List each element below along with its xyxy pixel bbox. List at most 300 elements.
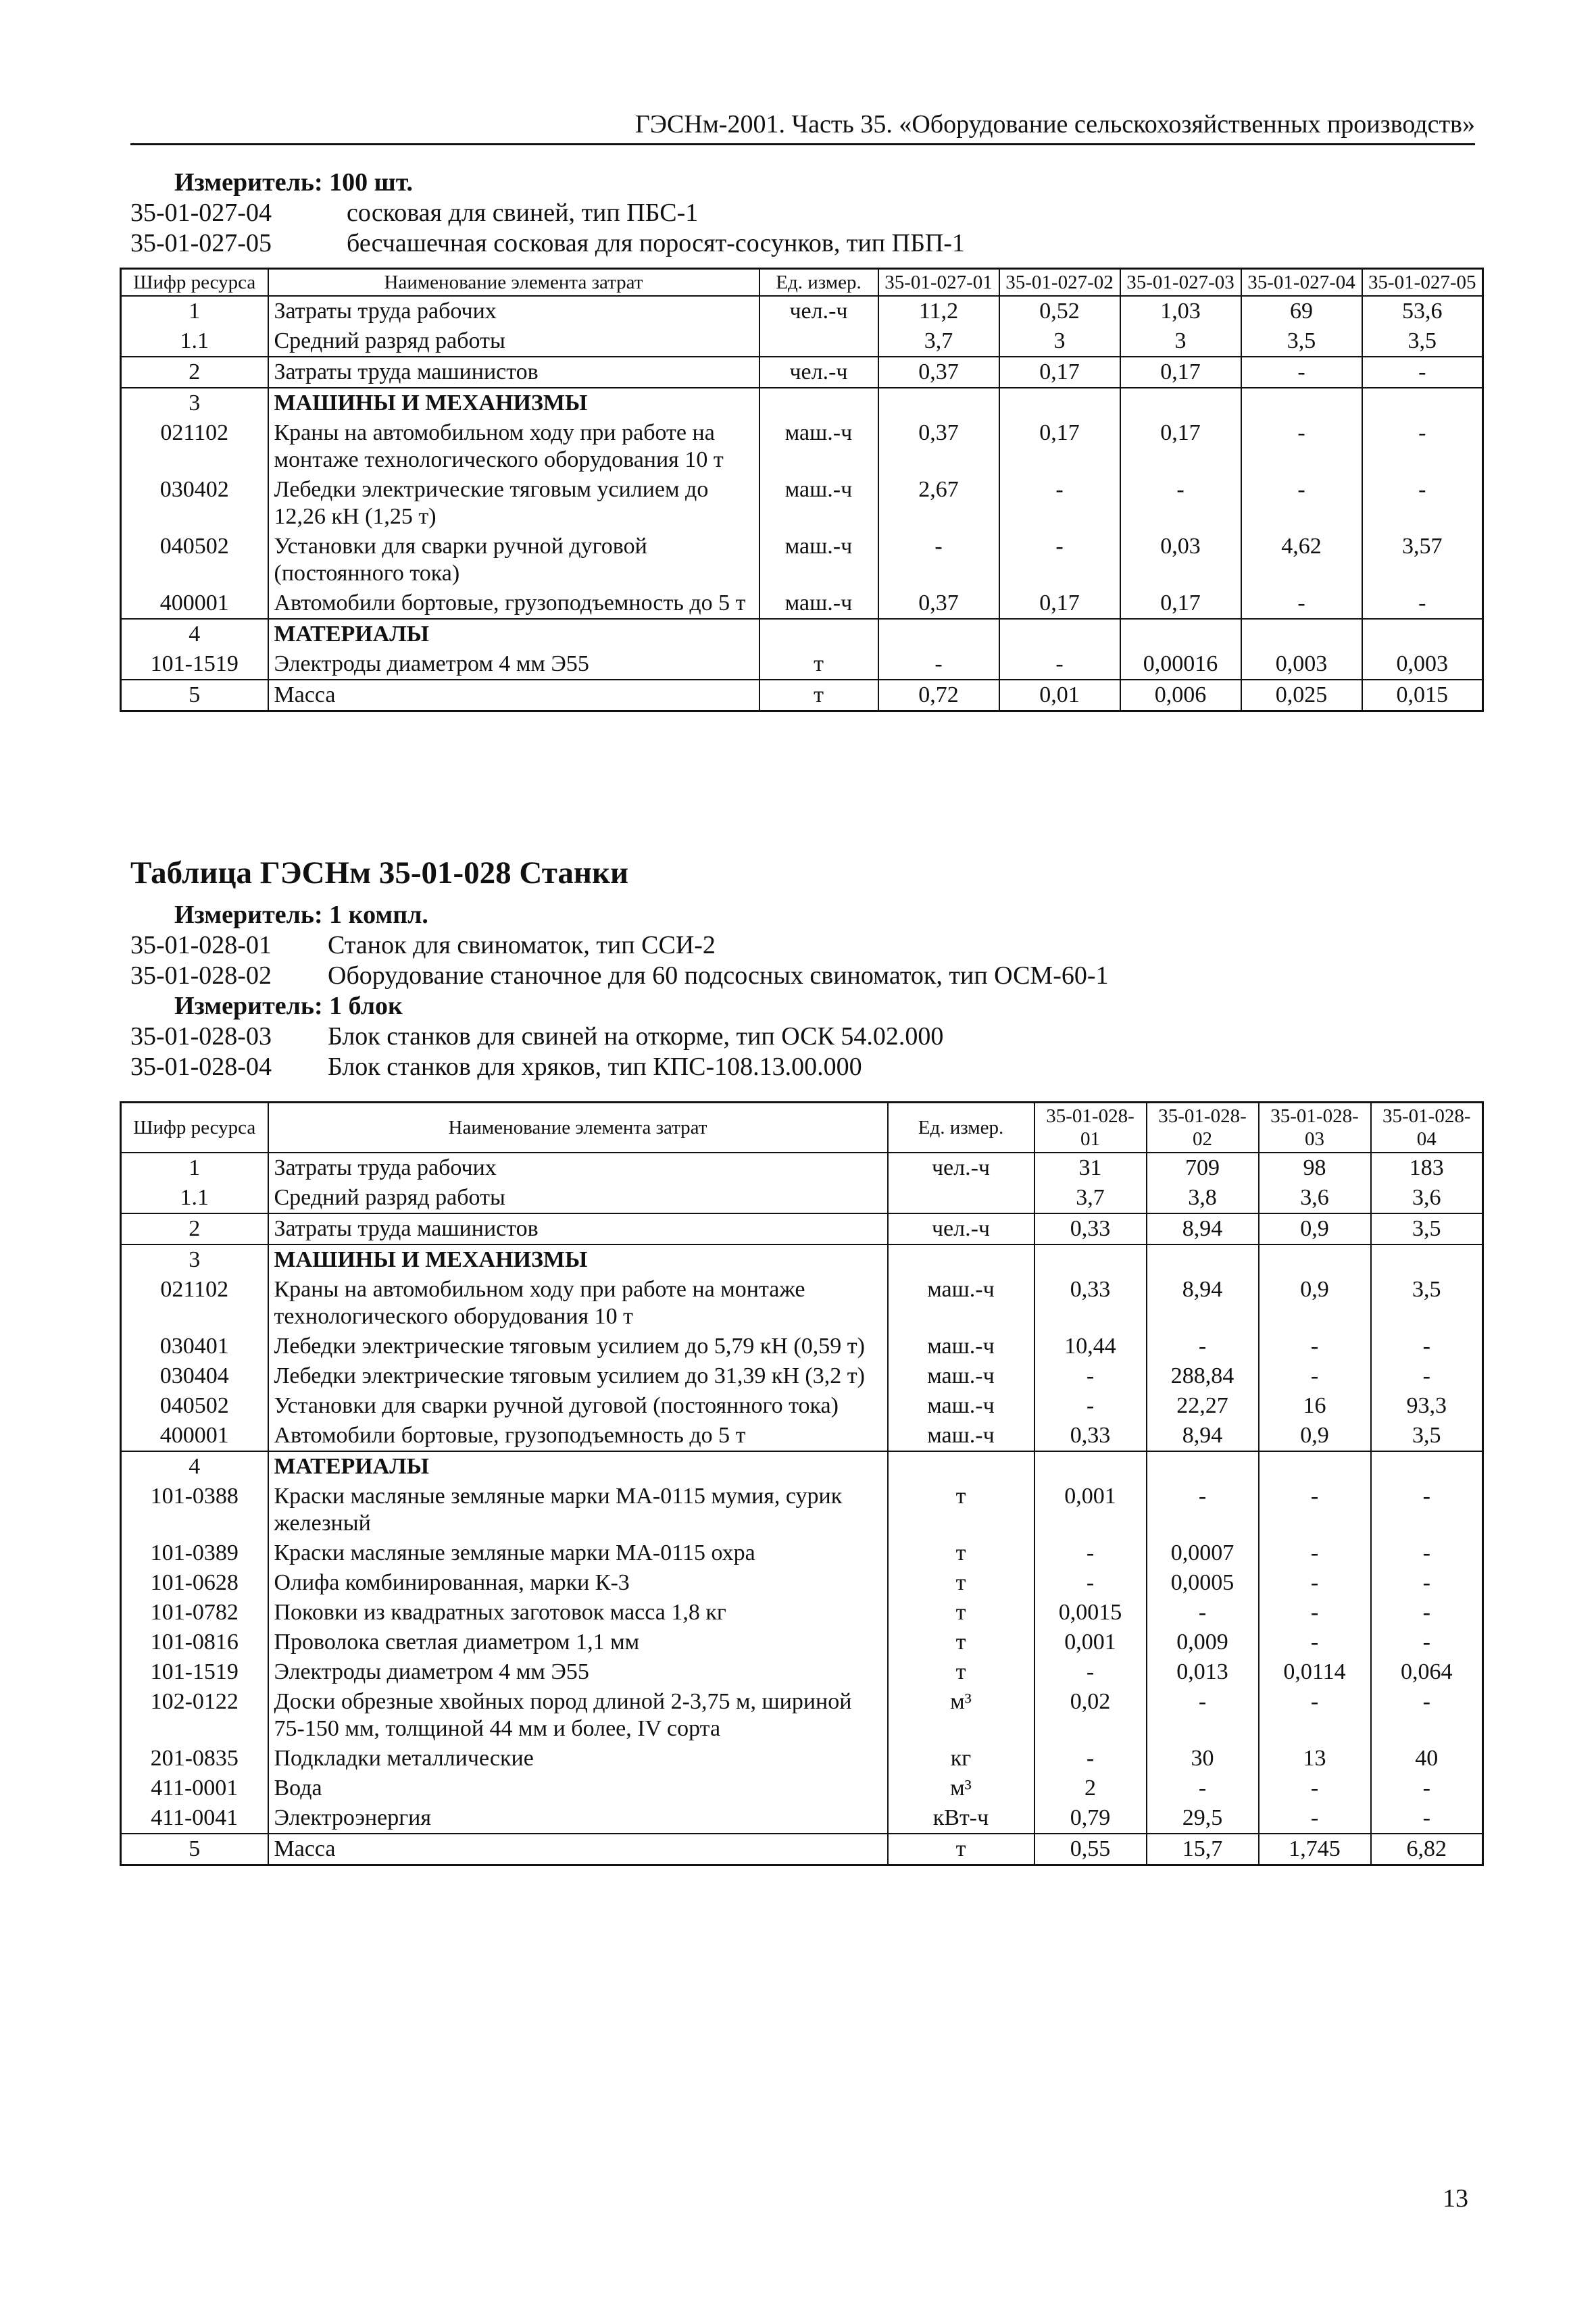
table2-line-1 — [130, 930, 1482, 961]
cell-name: Вода — [268, 1774, 888, 1803]
table1-measure: Измеритель: 100 шт. — [174, 168, 414, 197]
cell-code: 101-0628 — [121, 1568, 268, 1598]
cell-value: 3 — [999, 326, 1120, 357]
cell-value: - — [1241, 418, 1362, 475]
table1-line-2 — [130, 228, 1482, 259]
cell-unit: маш.-ч — [888, 1275, 1034, 1332]
table-row — [121, 649, 1483, 680]
cell-name: Поковки из квадратных заготовок масса 1,8 кг — [268, 1598, 888, 1628]
cell-unit — [759, 388, 878, 418]
cell-value: - — [1034, 1538, 1147, 1568]
cell-name: Лебедки электрические тяговым усилием до 31,39 кН (3,2 т) — [268, 1361, 888, 1391]
cell-name: Затраты труда машинистов — [268, 357, 759, 388]
col-value-header: 35-01-027-02 — [999, 269, 1120, 297]
cell-value: 3,5 — [1371, 1275, 1483, 1332]
cell-unit: т — [888, 1482, 1034, 1538]
cell-value: 0,37 — [878, 357, 999, 388]
cell-value: - — [1259, 1687, 1371, 1744]
cell-value: 3,7 — [878, 326, 999, 357]
cell-code: 400001 — [121, 588, 268, 619]
table-row — [121, 1213, 1483, 1244]
cell-value: - — [999, 532, 1120, 588]
cell-unit: м³ — [888, 1687, 1034, 1744]
cell-value: - — [1034, 1568, 1147, 1598]
cell-value: 183 — [1371, 1153, 1483, 1183]
cell-code: 021102 — [121, 418, 268, 475]
cell-value: 3,6 — [1259, 1183, 1371, 1213]
line-text: Станок для свиноматок, тип ССИ-2 — [328, 931, 716, 959]
cell-value: - — [1362, 475, 1483, 532]
cell-value: 0,79 — [1034, 1803, 1147, 1834]
cell-unit: т — [888, 1598, 1034, 1628]
cell-value: 0,01 — [999, 680, 1120, 711]
cell-value: 0,37 — [878, 588, 999, 619]
cell-value: 13 — [1259, 1744, 1371, 1774]
cell-value: - — [1371, 1687, 1483, 1744]
col-value-header: 35-01-027-01 — [878, 269, 999, 297]
table-row — [121, 1628, 1483, 1657]
cell-value: - — [1034, 1657, 1147, 1687]
cell-name: МАШИНЫ И МЕХАНИЗМЫ — [268, 388, 759, 418]
col-unit-header: Ед. измер. — [888, 1103, 1034, 1153]
table-row — [121, 1774, 1483, 1803]
table-row — [121, 357, 1483, 388]
cell-value — [1147, 1451, 1259, 1482]
cell-value: 6,82 — [1371, 1834, 1483, 1865]
cell-value — [1034, 1244, 1147, 1275]
line-text: сосковая для свиней, тип ПБС-1 — [347, 199, 699, 227]
line-code: 35-01-027-05 — [130, 229, 272, 257]
cell-value: - — [1120, 475, 1241, 532]
cell-name: Установки для сварки ручной дуговой (постоянного тока) — [268, 1391, 888, 1421]
cell-value: 29,5 — [1147, 1803, 1259, 1834]
cell-value — [1259, 1451, 1371, 1482]
col-code-header: Шифр ресурса — [121, 1103, 268, 1153]
cell-unit: маш.-ч — [759, 475, 878, 532]
cell-value: - — [1147, 1332, 1259, 1361]
cell-value: 0,9 — [1259, 1421, 1371, 1451]
cell-value: - — [1241, 588, 1362, 619]
table1-preamble — [130, 168, 1482, 259]
cell-value: 0,001 — [1034, 1628, 1147, 1657]
table-row — [121, 475, 1483, 532]
cell-value: 0,013 — [1147, 1657, 1259, 1687]
cell-value — [1362, 619, 1483, 649]
cell-value — [1371, 1244, 1483, 1275]
table2 — [120, 1101, 1484, 1866]
cell-value: - — [1371, 1482, 1483, 1538]
cell-value: - — [1147, 1687, 1259, 1744]
cell-unit: маш.-ч — [888, 1332, 1034, 1361]
cell-code: 201-0835 — [121, 1744, 268, 1774]
cell-value: 11,2 — [878, 296, 999, 326]
cell-value: 3,5 — [1241, 326, 1362, 357]
table-row — [121, 532, 1483, 588]
table2-measure-1: Измеритель: 1 компл. — [174, 901, 428, 929]
cell-value: 0,0005 — [1147, 1568, 1259, 1598]
table-row — [121, 680, 1483, 711]
cell-value: 93,3 — [1371, 1391, 1483, 1421]
cell-value: - — [878, 532, 999, 588]
cell-value: 0,52 — [999, 296, 1120, 326]
col-value-header: 35-01-028-04 — [1371, 1103, 1483, 1153]
cell-value: - — [1371, 1803, 1483, 1834]
cell-code: 2 — [121, 357, 268, 388]
cell-name: Проволока светлая диаметром 1,1 мм — [268, 1628, 888, 1657]
cell-unit: т — [888, 1538, 1034, 1568]
cell-value: 3,7 — [1034, 1183, 1147, 1213]
cell-value: - — [1034, 1744, 1147, 1774]
table-row — [121, 1598, 1483, 1628]
cell-name: МАТЕРИАЛЫ — [268, 619, 759, 649]
cell-unit — [888, 1451, 1034, 1482]
cell-name: Средний разряд работы — [268, 1183, 888, 1213]
cell-name: Краны на автомобильном ходу при работе на монтаже технологического оборудования 10 т — [268, 1275, 888, 1332]
cell-code: 2 — [121, 1213, 268, 1244]
table-row — [121, 418, 1483, 475]
table-row — [121, 296, 1483, 326]
cell-value: 98 — [1259, 1153, 1371, 1183]
cell-unit — [759, 326, 878, 357]
cell-value: 0,0114 — [1259, 1657, 1371, 1687]
cell-name: Лебедки электрические тяговым усилием до 12,26 кН (1,25 т) — [268, 475, 759, 532]
cell-code: 4 — [121, 1451, 268, 1482]
table2-preamble — [130, 900, 1482, 1082]
cell-value: 1,03 — [1120, 296, 1241, 326]
cell-unit: чел.-ч — [888, 1213, 1034, 1244]
cell-code: 101-1519 — [121, 1657, 268, 1687]
cell-code: 3 — [121, 1244, 268, 1275]
cell-code: 101-0389 — [121, 1538, 268, 1568]
cell-value: 8,94 — [1147, 1213, 1259, 1244]
cell-code: 5 — [121, 680, 268, 711]
cell-value: - — [1259, 1774, 1371, 1803]
cell-name: Доски обрезные хвойных пород длиной 2-3,75 м, шириной 75-150 мм, толщиной 44 мм и более, IV сорта — [268, 1687, 888, 1744]
cell-name: Автомобили бортовые, грузоподъемность до 5 т — [268, 588, 759, 619]
cell-value: - — [999, 649, 1120, 680]
cell-value — [1147, 1244, 1259, 1275]
cell-value: - — [1259, 1598, 1371, 1628]
cell-unit: т — [759, 649, 878, 680]
cell-name: Масса — [268, 1834, 888, 1865]
table-row — [121, 1687, 1483, 1744]
cell-value: - — [1362, 357, 1483, 388]
cell-value: 8,94 — [1147, 1421, 1259, 1451]
cell-value: 0,17 — [999, 357, 1120, 388]
cell-value: 0,55 — [1034, 1834, 1147, 1865]
cell-value: 3,57 — [1362, 532, 1483, 588]
cell-value: - — [1362, 588, 1483, 619]
col-value-header: 35-01-027-04 — [1241, 269, 1362, 297]
cell-code: 040502 — [121, 1391, 268, 1421]
cell-value: 0,37 — [878, 418, 999, 475]
cell-value: 0,33 — [1034, 1213, 1147, 1244]
cell-value: 10,44 — [1034, 1332, 1147, 1361]
cell-name: Краски масляные земляные марки МА-0115 охра — [268, 1538, 888, 1568]
table2-line-4 — [130, 1052, 1482, 1082]
cell-value — [1259, 1244, 1371, 1275]
cell-name: Олифа комбинированная, марки К-3 — [268, 1568, 888, 1598]
cell-name: Затраты труда машинистов — [268, 1213, 888, 1244]
cell-value: 53,6 — [1362, 296, 1483, 326]
cell-value: - — [1147, 1774, 1259, 1803]
cell-value: - — [1034, 1361, 1147, 1391]
cell-name: Электроэнергия — [268, 1803, 888, 1834]
cell-code: 3 — [121, 388, 268, 418]
cell-value: 0,003 — [1362, 649, 1483, 680]
table-row — [121, 1275, 1483, 1332]
cell-value: - — [1259, 1628, 1371, 1657]
cell-value: - — [1259, 1482, 1371, 1538]
cell-value: 2 — [1034, 1774, 1147, 1803]
cell-unit: чел.-ч — [888, 1153, 1034, 1183]
cell-value: 0,015 — [1362, 680, 1483, 711]
cell-code: 030402 — [121, 475, 268, 532]
cell-value: 4,62 — [1241, 532, 1362, 588]
cell-value — [1362, 388, 1483, 418]
cell-value: - — [1034, 1391, 1147, 1421]
col-code-header: Шифр ресурса — [121, 269, 268, 297]
cell-unit — [888, 1244, 1034, 1275]
cell-value: 3,5 — [1371, 1421, 1483, 1451]
cell-value: 0,02 — [1034, 1687, 1147, 1744]
cell-value — [1241, 388, 1362, 418]
cell-value: - — [1371, 1361, 1483, 1391]
cell-value: 31 — [1034, 1153, 1147, 1183]
cell-name: Электроды диаметром 4 мм Э55 — [268, 649, 759, 680]
cell-value: 0,9 — [1259, 1275, 1371, 1332]
table1-header-row — [121, 269, 1483, 297]
cell-value: 0,025 — [1241, 680, 1362, 711]
cell-name: Масса — [268, 680, 759, 711]
cell-name: МАШИНЫ И МЕХАНИЗМЫ — [268, 1244, 888, 1275]
cell-value: 0,006 — [1120, 680, 1241, 711]
cell-value: - — [1259, 1538, 1371, 1568]
cell-value: 0,17 — [1120, 357, 1241, 388]
table-row — [121, 1834, 1483, 1865]
cell-value — [1120, 619, 1241, 649]
page-header: ГЭСНм-2001. Часть 35. «Оборудование сельскохозяйственных производств» — [130, 107, 1475, 145]
cell-value: 0,003 — [1241, 649, 1362, 680]
cell-value: 0,0007 — [1147, 1538, 1259, 1568]
cell-value: 0,72 — [878, 680, 999, 711]
cell-value: 0,00016 — [1120, 649, 1241, 680]
cell-value — [999, 388, 1120, 418]
cell-value: 0,33 — [1034, 1275, 1147, 1332]
cell-unit: чел.-ч — [759, 296, 878, 326]
cell-unit: чел.-ч — [759, 357, 878, 388]
cell-value: 288,84 — [1147, 1361, 1259, 1391]
table-row — [121, 326, 1483, 357]
cell-code: 102-0122 — [121, 1687, 268, 1744]
cell-value: 40 — [1371, 1744, 1483, 1774]
line-code: 35-01-028-03 — [130, 1022, 272, 1051]
cell-value — [1034, 1451, 1147, 1482]
cell-unit: маш.-ч — [759, 418, 878, 475]
cell-value: 0,17 — [1120, 418, 1241, 475]
cell-unit: т — [759, 680, 878, 711]
table-row — [121, 1244, 1483, 1275]
cell-value: 0,33 — [1034, 1421, 1147, 1451]
cell-value: - — [1371, 1538, 1483, 1568]
cell-code: 040502 — [121, 532, 268, 588]
line-text: Блок станков для свиней на откорме, тип ОСК 54.02.000 — [328, 1022, 944, 1051]
col-value-header: 35-01-028-03 — [1259, 1103, 1371, 1153]
page-number: 13 — [1443, 2184, 1468, 2213]
cell-value: 30 — [1147, 1744, 1259, 1774]
table2-line-3 — [130, 1022, 1482, 1052]
cell-value — [999, 619, 1120, 649]
cell-value: 3,6 — [1371, 1183, 1483, 1213]
col-value-header: 35-01-027-03 — [1120, 269, 1241, 297]
cell-value: - — [1371, 1332, 1483, 1361]
cell-value — [878, 388, 999, 418]
cell-value: - — [1259, 1803, 1371, 1834]
table-row — [121, 619, 1483, 649]
cell-value: - — [1241, 475, 1362, 532]
cell-value: 0,9 — [1259, 1213, 1371, 1244]
cell-name: Затраты труда рабочих — [268, 1153, 888, 1183]
cell-unit — [888, 1183, 1034, 1213]
cell-unit: маш.-ч — [759, 532, 878, 588]
cell-unit: м³ — [888, 1774, 1034, 1803]
cell-value — [1120, 388, 1241, 418]
table-row — [121, 1153, 1483, 1183]
cell-value: 3,5 — [1362, 326, 1483, 357]
table2-line-2 — [130, 961, 1482, 991]
cell-value: - — [1259, 1332, 1371, 1361]
cell-code: 400001 — [121, 1421, 268, 1451]
line-text: Блок станков для хряков, тип КПС-108.13.00.000 — [328, 1053, 862, 1081]
cell-value: - — [1147, 1482, 1259, 1538]
cell-code: 5 — [121, 1834, 268, 1865]
cell-code: 021102 — [121, 1275, 268, 1332]
table2-header-row — [121, 1103, 1483, 1153]
cell-unit: кг — [888, 1744, 1034, 1774]
cell-name: Затраты труда рабочих — [268, 296, 759, 326]
cell-code: 1.1 — [121, 326, 268, 357]
cell-value: 16 — [1259, 1391, 1371, 1421]
cell-name: Электроды диаметром 4 мм Э55 — [268, 1657, 888, 1687]
cell-unit: т — [888, 1628, 1034, 1657]
cell-value — [1241, 619, 1362, 649]
table-row — [121, 1391, 1483, 1421]
cell-value: - — [1259, 1568, 1371, 1598]
cell-value: 0,001 — [1034, 1482, 1147, 1538]
cell-name: Установки для сварки ручной дуговой (постоянного тока) — [268, 532, 759, 588]
cell-code: 4 — [121, 619, 268, 649]
cell-value: 69 — [1241, 296, 1362, 326]
cell-value: 22,27 — [1147, 1391, 1259, 1421]
cell-unit: маш.-ч — [888, 1391, 1034, 1421]
table-row — [121, 588, 1483, 619]
cell-value: - — [1371, 1628, 1483, 1657]
cell-code: 101-0782 — [121, 1598, 268, 1628]
table-row — [121, 1568, 1483, 1598]
cell-value: 3 — [1120, 326, 1241, 357]
table2-measure-2: Измеритель: 1 блок — [174, 992, 403, 1020]
cell-value: 709 — [1147, 1153, 1259, 1183]
cell-value: 0,17 — [999, 418, 1120, 475]
cell-value: 0,17 — [1120, 588, 1241, 619]
cell-value — [878, 619, 999, 649]
line-code: 35-01-028-02 — [130, 961, 272, 990]
cell-value: 3,8 — [1147, 1183, 1259, 1213]
cell-unit — [759, 619, 878, 649]
table-row — [121, 1803, 1483, 1834]
cell-value: 0,17 — [999, 588, 1120, 619]
cell-value: 15,7 — [1147, 1834, 1259, 1865]
cell-value — [1371, 1451, 1483, 1482]
col-name-header: Наименование элемента затрат — [268, 1103, 888, 1153]
cell-name: Автомобили бортовые, грузоподъемность до 5 т — [268, 1421, 888, 1451]
table-row — [121, 388, 1483, 418]
cell-value: - — [999, 475, 1120, 532]
cell-unit: т — [888, 1657, 1034, 1687]
cell-name: Лебедки электрические тяговым усилием до 5,79 кН (0,59 т) — [268, 1332, 888, 1361]
cell-code: 1 — [121, 1153, 268, 1183]
table2-title: Таблица ГЭСНм 35-01-028 Станки — [130, 855, 629, 890]
cell-unit: т — [888, 1568, 1034, 1598]
cell-name: Краски масляные земляные марки МА-0115 мумия, сурик железный — [268, 1482, 888, 1538]
line-code: 35-01-028-04 — [130, 1053, 272, 1081]
cell-name: Подкладки металлические — [268, 1744, 888, 1774]
col-unit-header: Ед. измер. — [759, 269, 878, 297]
cell-value: - — [1241, 357, 1362, 388]
cell-unit: кВт-ч — [888, 1803, 1034, 1834]
cell-value: - — [1371, 1568, 1483, 1598]
table-row — [121, 1183, 1483, 1213]
cell-name: Краны на автомобильном ходу при работе на монтаже технологического оборудования 10 т — [268, 418, 759, 475]
cell-value: - — [1371, 1774, 1483, 1803]
table1 — [120, 268, 1484, 712]
table-row — [121, 1361, 1483, 1391]
cell-value: 0,0015 — [1034, 1598, 1147, 1628]
cell-value: 0,03 — [1120, 532, 1241, 588]
cell-unit: т — [888, 1834, 1034, 1865]
cell-value: - — [1147, 1598, 1259, 1628]
cell-value: 0,064 — [1371, 1657, 1483, 1687]
line-text: бесчашечная сосковая для поросят-сосунков, тип ПБП-1 — [347, 229, 965, 257]
cell-code: 411-0001 — [121, 1774, 268, 1803]
line-code: 35-01-027-04 — [130, 199, 272, 227]
cell-code: 1.1 — [121, 1183, 268, 1213]
cell-value: 2,67 — [878, 475, 999, 532]
cell-value: 3,5 — [1371, 1213, 1483, 1244]
table-row — [121, 1421, 1483, 1451]
cell-code: 101-0388 — [121, 1482, 268, 1538]
cell-name: МАТЕРИАЛЫ — [268, 1451, 888, 1482]
table1-line-1 — [130, 198, 1482, 228]
cell-value: - — [1362, 418, 1483, 475]
table-row — [121, 1451, 1483, 1482]
table-row — [121, 1538, 1483, 1568]
cell-value: 0,009 — [1147, 1628, 1259, 1657]
col-value-header: 35-01-027-05 — [1362, 269, 1483, 297]
cell-code: 030401 — [121, 1332, 268, 1361]
cell-code: 411-0041 — [121, 1803, 268, 1834]
table-row — [121, 1657, 1483, 1687]
cell-code: 1 — [121, 296, 268, 326]
table-row — [121, 1332, 1483, 1361]
cell-value: - — [1371, 1598, 1483, 1628]
cell-code: 030404 — [121, 1361, 268, 1391]
col-value-header: 35-01-028-02 — [1147, 1103, 1259, 1153]
cell-value: 1,745 — [1259, 1834, 1371, 1865]
cell-value: 8,94 — [1147, 1275, 1259, 1332]
cell-unit: маш.-ч — [888, 1361, 1034, 1391]
cell-value: - — [1259, 1361, 1371, 1391]
